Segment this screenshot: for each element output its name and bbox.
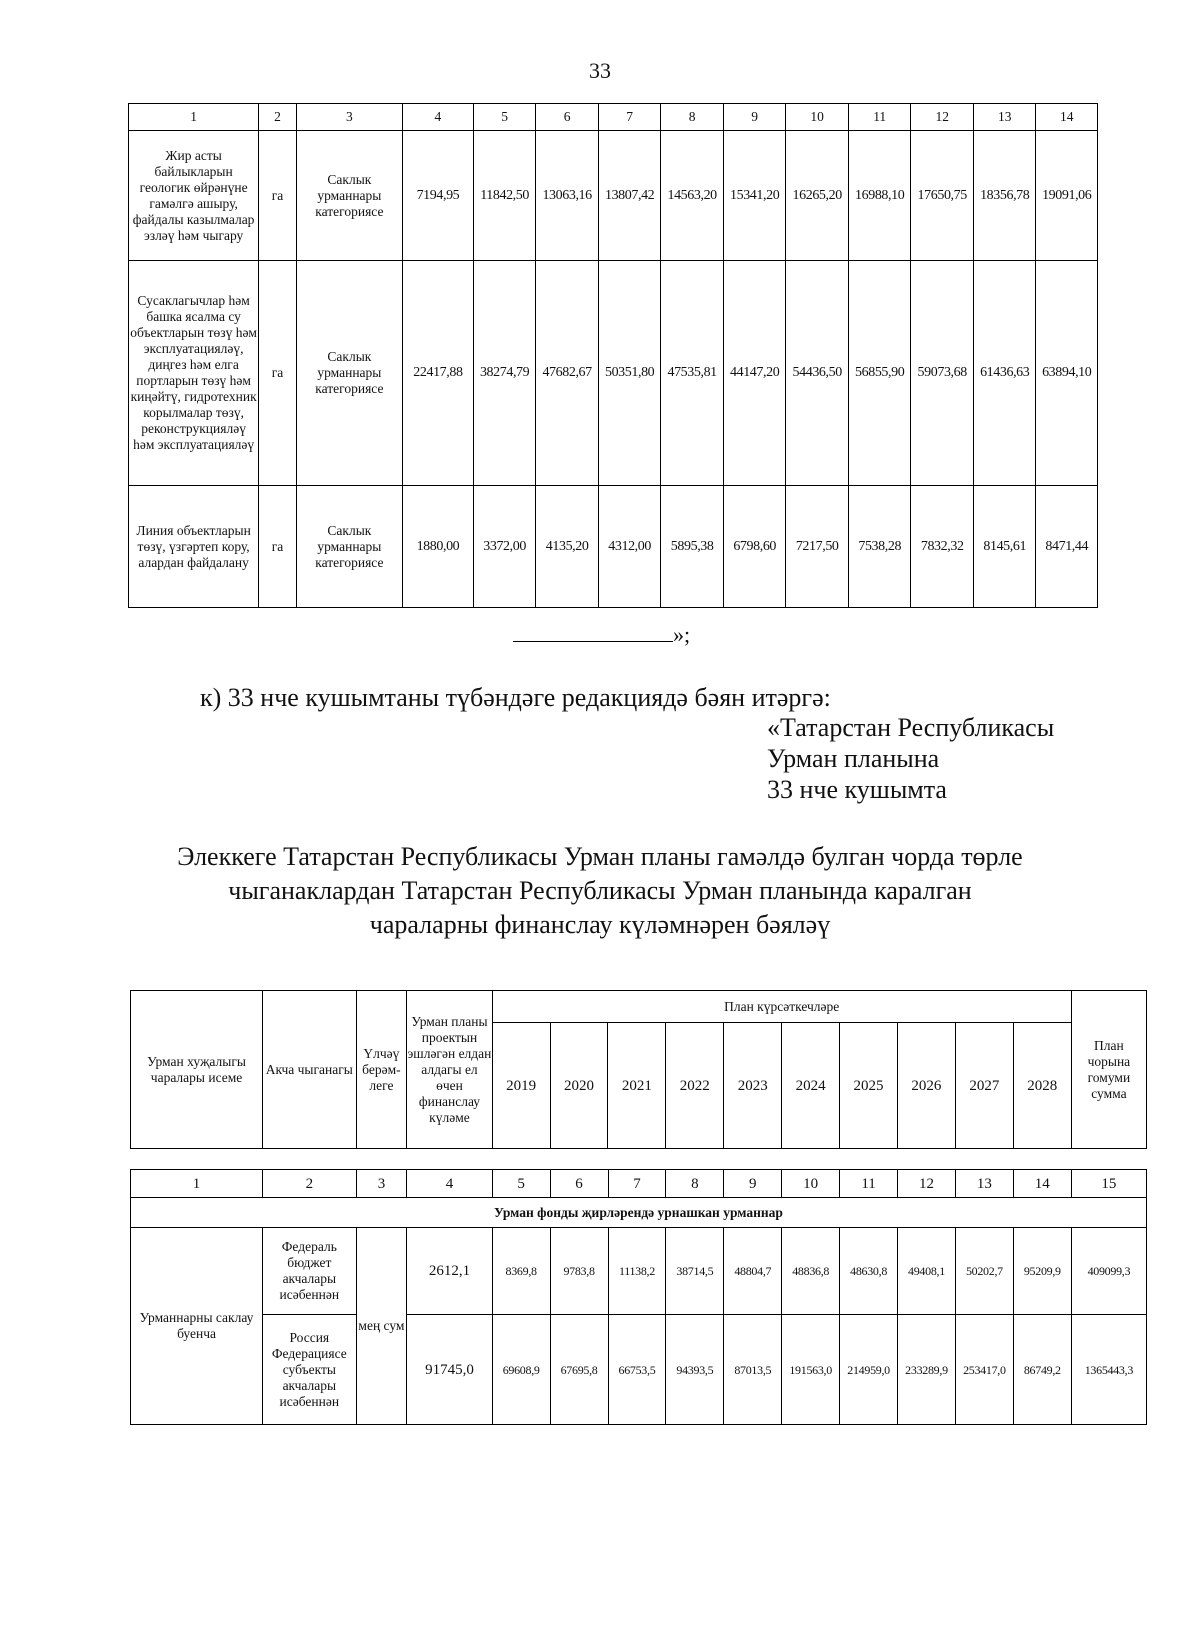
year-cell: 2022 [666, 1023, 724, 1149]
value-cell: 95209,9 [1013, 1228, 1071, 1315]
value-cell: 8369,8 [492, 1228, 550, 1315]
value-cell: 1880,00 [403, 486, 474, 608]
value-cell: 191563,0 [782, 1315, 840, 1425]
value-cell: 56855,90 [848, 261, 911, 486]
header-event: Урман хуҗалыгы чаралары исеме [131, 991, 263, 1149]
header-prior-year: Урман планы проектын эшләгән елдан алдагы ел өчен финанслау күләме [407, 991, 492, 1149]
year-cell: 2024 [782, 1023, 840, 1149]
value-cell: 9783,8 [550, 1228, 608, 1315]
document-title-line: чараларны финанслау күләмнәрен бәяләү [369, 910, 831, 939]
value-cell: 7538,28 [848, 486, 911, 608]
land-area-table [128, 103, 1098, 608]
value-cell: 7217,50 [786, 486, 849, 608]
column-number: 6 [536, 104, 599, 131]
column-number: 3 [296, 104, 402, 131]
column-number: 1 [131, 1170, 263, 1198]
category-cell: Саклык урманнары категориясе [296, 131, 402, 261]
column-number: 7 [598, 104, 661, 131]
year-cell: 2020 [550, 1023, 608, 1149]
column-number: 14 [1036, 104, 1098, 131]
header-source: Акча чыганагы [263, 991, 356, 1149]
column-number: 6 [550, 1170, 608, 1198]
header-plan-indicators: План күрсәткечләре [492, 991, 1071, 1023]
value-cell: 3372,00 [473, 486, 536, 608]
activity-name: Линия объектларын төзү, үзгәртеп кору, алардан файдалану [129, 486, 259, 608]
year-cell: 2025 [840, 1023, 898, 1149]
unit-cell: га [259, 486, 297, 608]
column-number: 14 [1013, 1170, 1071, 1198]
column-number: 7 [608, 1170, 666, 1198]
value-cell: 11842,50 [473, 131, 536, 261]
unit-cell: га [259, 261, 297, 486]
prior-year-value: 91745,0 [407, 1315, 492, 1425]
total-cell: 409099,3 [1071, 1228, 1146, 1315]
column-number: 15 [1071, 1170, 1146, 1198]
year-cell: 2027 [955, 1023, 1013, 1149]
value-cell: 7194,95 [403, 131, 474, 261]
value-cell: 47535,81 [661, 261, 724, 486]
value-cell: 22417,88 [403, 261, 474, 486]
closing-quote: »; [673, 622, 691, 647]
column-number: 12 [898, 1170, 956, 1198]
value-cell: 233289,9 [898, 1315, 956, 1425]
value-cell: 54436,50 [786, 261, 849, 486]
table-row [131, 1315, 1147, 1425]
value-cell: 38714,5 [666, 1228, 724, 1315]
document-title-line: чыганаклардан Татарстан Республикасы Урман планында каралган [228, 876, 972, 905]
value-cell: 50351,80 [598, 261, 661, 486]
value-cell: 11138,2 [608, 1228, 666, 1315]
value-cell: 13807,42 [598, 131, 661, 261]
year-cell: 2021 [608, 1023, 666, 1149]
year-cell: 2019 [492, 1023, 550, 1149]
event-name: Урманнарны саклау буенча [131, 1228, 263, 1425]
funding-source: Федераль бюджет акчалары исәбеннән [263, 1228, 356, 1315]
funding-source: Россия Федерациясе субъекты акчалары исәбеннән [263, 1315, 356, 1425]
activity-name: Жир асты байлыкларын геологик өйрәнүне гамәлгә ашыру, файдалы казылмалар эзләү һәм чыгару [129, 131, 259, 261]
unit-cell: га [259, 131, 297, 261]
value-cell: 49408,1 [898, 1228, 956, 1315]
table-row [129, 261, 1098, 486]
value-cell: 69608,9 [492, 1315, 550, 1425]
value-cell: 8145,61 [973, 486, 1036, 608]
value-cell: 47682,67 [536, 261, 599, 486]
category-cell: Саклык урманнары категориясе [296, 261, 402, 486]
value-cell: 15341,20 [723, 131, 786, 261]
value-cell: 17650,75 [911, 131, 974, 261]
column-number: 2 [259, 104, 297, 131]
column-number: 8 [661, 104, 724, 131]
value-cell: 214959,0 [840, 1315, 898, 1425]
column-number: 10 [782, 1170, 840, 1198]
value-cell: 5895,38 [661, 486, 724, 608]
column-number: 13 [973, 104, 1036, 131]
value-cell: 61436,63 [973, 261, 1036, 486]
value-cell: 87013,5 [724, 1315, 782, 1425]
column-number: 4 [403, 104, 474, 131]
value-cell: 50202,7 [955, 1228, 1013, 1315]
financing-body-table [130, 1169, 1147, 1425]
value-cell: 67695,8 [550, 1315, 608, 1425]
table-header-row [129, 104, 1098, 131]
value-cell: 4312,00 [598, 486, 661, 608]
closing-mark [513, 622, 690, 648]
column-number: 9 [724, 1170, 782, 1198]
value-cell: 44147,20 [723, 261, 786, 486]
value-cell: 13063,16 [536, 131, 599, 261]
value-cell: 19091,06 [1036, 131, 1098, 261]
table-row [129, 486, 1098, 608]
column-number-row [131, 1170, 1147, 1198]
unit-cell: мең сум [356, 1228, 407, 1425]
value-cell: 253417,0 [955, 1315, 1013, 1425]
value-cell: 6798,60 [723, 486, 786, 608]
column-number: 11 [848, 104, 911, 131]
value-cell: 16265,20 [786, 131, 849, 261]
column-number: 13 [955, 1170, 1013, 1198]
column-number: 5 [492, 1170, 550, 1198]
value-cell: 86749,2 [1013, 1315, 1071, 1425]
year-cell: 2023 [724, 1023, 782, 1149]
column-number: 3 [356, 1170, 407, 1198]
year-cell: 2026 [897, 1023, 955, 1149]
financing-header-table [130, 990, 1147, 1149]
column-number: 5 [473, 104, 536, 131]
value-cell: 14563,20 [661, 131, 724, 261]
appendix-ref-line: 33 нче кушымта [767, 775, 947, 804]
column-number: 10 [786, 104, 849, 131]
appendix-ref-line: Урман планына [767, 744, 940, 773]
value-cell: 4135,20 [536, 486, 599, 608]
column-number: 11 [840, 1170, 898, 1198]
column-number: 8 [666, 1170, 724, 1198]
value-cell: 8471,44 [1036, 486, 1098, 608]
value-cell: 66753,5 [608, 1315, 666, 1425]
total-cell: 1365443,3 [1071, 1315, 1146, 1425]
header-unit: Үлчәү берәм-леге [356, 991, 407, 1149]
value-cell: 94393,5 [666, 1315, 724, 1425]
page-number: 33 [589, 58, 611, 83]
column-number: 12 [911, 104, 974, 131]
value-cell: 48804,7 [724, 1228, 782, 1315]
category-cell: Саклык урманнары категориясе [296, 486, 402, 608]
year-cell: 2028 [1013, 1023, 1071, 1149]
column-number: 2 [263, 1170, 356, 1198]
column-number: 1 [129, 104, 259, 131]
value-cell: 16988,10 [848, 131, 911, 261]
instruction-text: к) 33 нче кушымтаны түбәндәге редакциядә бәян итәргә: [200, 683, 831, 712]
value-cell: 38274,79 [473, 261, 536, 486]
document-title-line: Элеккеге Татарстан Республикасы Урман планы гамәлдә булган чорда төрле [177, 842, 1023, 871]
signature-line [513, 623, 673, 642]
value-cell: 7832,32 [911, 486, 974, 608]
value-cell: 48630,8 [840, 1228, 898, 1315]
activity-name: Сусаклагычлар һәм башка ясалма су объектларын төзү һәм эксплуатацияләү, диңгез һәм елга портларын төзү һәм киңәйтү, гидротехник корылмалар төзү, реконструкцияләү һәм эксплуатацияләү [129, 261, 259, 486]
header-total: План чорына гомуми сумма [1071, 991, 1146, 1149]
column-number: 4 [407, 1170, 492, 1198]
value-cell: 48836,8 [782, 1228, 840, 1315]
section-row [131, 1198, 1147, 1228]
value-cell: 59073,68 [911, 261, 974, 486]
section-title: Урман фонды җирләрендә урнашкан урманнар [131, 1198, 1147, 1228]
column-number: 9 [723, 104, 786, 131]
prior-year-value: 2612,1 [407, 1228, 492, 1315]
table-row [129, 131, 1098, 261]
table-row [131, 1228, 1147, 1315]
value-cell: 18356,78 [973, 131, 1036, 261]
appendix-ref-line: «Татарстан Республикасы [767, 713, 1055, 742]
value-cell: 63894,10 [1036, 261, 1098, 486]
